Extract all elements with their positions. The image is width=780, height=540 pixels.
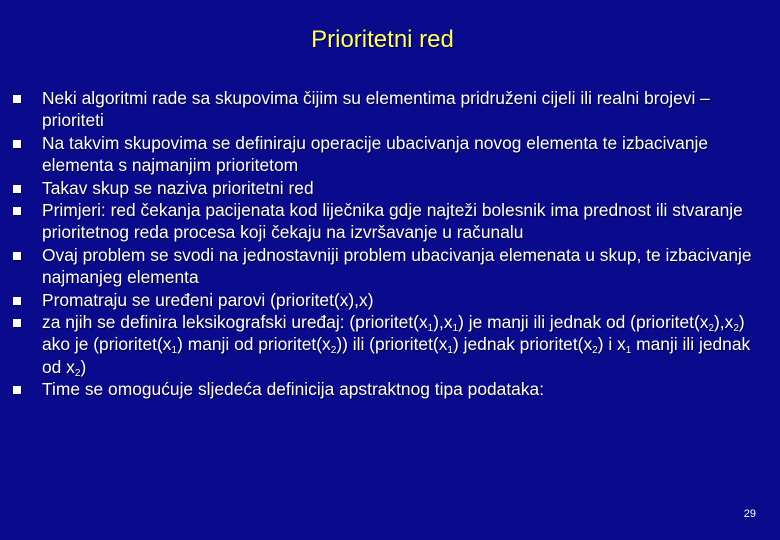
bullet-item bbox=[42, 87, 762, 132]
bullet-text: Ovaj problem se svodi na jednostavniji problem ubacivanja elemenata u skup, te izbacivanje najmanjeg elementa bbox=[42, 244, 752, 288]
bullet-text: Neki algoritmi rade sa skupovima čijim su elementima pridruženi cijeli ili realni brojevi – prioriteti bbox=[42, 88, 710, 131]
square-bullet-icon bbox=[13, 140, 21, 148]
subscript: 1 bbox=[427, 323, 434, 335]
bullet-list bbox=[42, 87, 762, 401]
bullet-text: Takav skup se naziva prioritetni red bbox=[42, 177, 314, 198]
bullet-text: Na takvim skupovima se definiraju operacije ubacivanja novog elementa te izbacivanje elementa s najmanjim prioritetom bbox=[42, 132, 709, 176]
bullet-text: )) ili (prioritet(x bbox=[336, 334, 448, 355]
square-bullet-icon bbox=[13, 386, 21, 394]
bullet-text: Time se omogućuje sljedeća definicija apstraktnog tipa podataka: bbox=[42, 379, 545, 400]
subscript: 2 bbox=[74, 367, 81, 379]
square-bullet-icon bbox=[13, 185, 21, 193]
subscript: 1 bbox=[171, 345, 178, 357]
bullet-item bbox=[42, 177, 762, 199]
subscript: 1 bbox=[625, 345, 632, 357]
bullet-text: Promatraju se uređeni parovi (prioritet(x),x) bbox=[42, 289, 374, 310]
subscript: 2 bbox=[330, 345, 337, 357]
bullet-text: Primjeri: red čekanja pacijenata kod liječnika gdje najteži bolesnik ima prednost ili stvaranje prioritetnog reda procesa koji čekaju na izvršavanje u računalu bbox=[42, 200, 743, 243]
subscript: 1 bbox=[452, 323, 459, 335]
page-number: 29 bbox=[743, 508, 756, 520]
square-bullet-icon bbox=[13, 297, 21, 305]
subscript: 1 bbox=[447, 345, 453, 357]
bullet-text: manji ili jednak od x bbox=[42, 334, 751, 377]
subscript: 2 bbox=[708, 323, 714, 335]
bullet-item bbox=[42, 244, 762, 289]
bullet-item bbox=[42, 132, 762, 177]
bullet-text: ),x bbox=[714, 312, 734, 333]
bullet-text: ) i x bbox=[597, 334, 626, 355]
subscript: 2 bbox=[733, 323, 739, 335]
bullet-item bbox=[42, 199, 762, 244]
bullet-text: ) jednak prioritet(x bbox=[452, 334, 593, 355]
square-bullet-icon bbox=[13, 252, 21, 260]
bullet-text: za njih se definira leksikografski uređaj: (prioritet(x bbox=[42, 312, 428, 333]
bullet-text: ),x bbox=[433, 312, 453, 333]
bullet-text: ) je manji ili jednak od (prioritet(x bbox=[458, 312, 709, 333]
bullet-item bbox=[42, 311, 762, 378]
subscript: 2 bbox=[592, 345, 598, 357]
square-bullet-icon bbox=[13, 207, 21, 215]
square-bullet-icon bbox=[13, 95, 21, 103]
bullet-text: ) manji od prioritet(x bbox=[177, 334, 331, 355]
square-bullet-icon bbox=[13, 319, 21, 327]
bullet-text: ) bbox=[80, 356, 87, 377]
slide-title: Prioritetni red bbox=[311, 26, 454, 53]
bullet-item bbox=[42, 378, 762, 400]
bullet-text: ) ako je (prioritet(x bbox=[42, 312, 745, 355]
bullet-item bbox=[42, 289, 762, 311]
